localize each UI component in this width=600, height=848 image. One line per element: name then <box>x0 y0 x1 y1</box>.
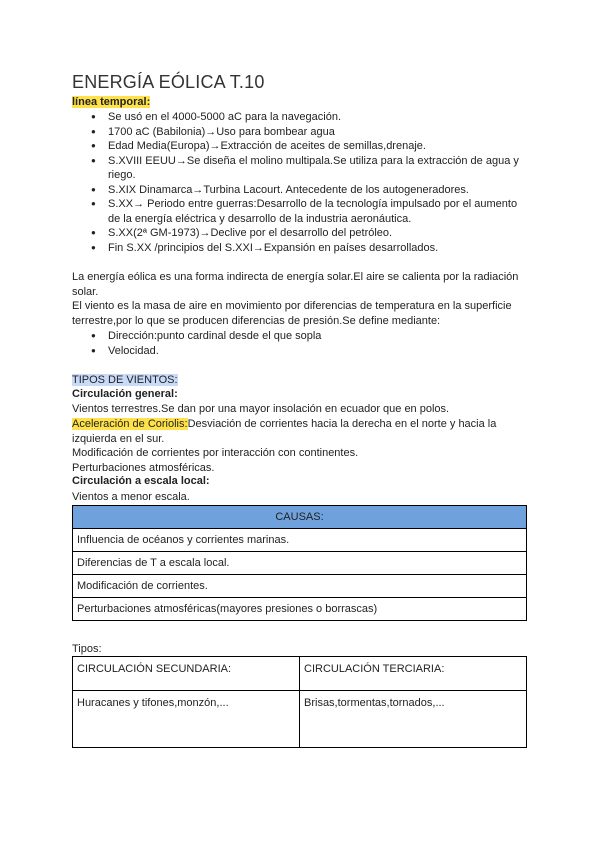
intro-paragraph-1: La energía eólica es una forma indirecta de energía solar.El aire se calienta por la radiación solar. <box>72 271 519 298</box>
list-item: ● Fin S.XX /principios del S.XXI→Expansión en países desarrollados. <box>72 241 528 256</box>
list-item: ● 1700 aC (Babilonia)→Uso para bombear agua <box>72 125 528 140</box>
timeline-heading: línea temporal: <box>72 96 151 108</box>
table-row <box>73 598 527 621</box>
local-circulation-line: Vientos a menor escala. <box>72 491 190 503</box>
table-cell: Influencia de océanos y corrientes marinas. <box>73 529 527 552</box>
list-item: ● S.XX(2ª GM-1973)→Declive por el desarrollo del petróleo. <box>72 226 528 241</box>
list-item: ● S.XX→ Periodo entre guerras:Desarrollo de la tecnología impulsado por el aumento de la energía eléctrica y desarrollo de la industria aeronáutica. <box>72 197 528 226</box>
general-circulation-line: Vientos terrestres.Se dan por una mayor insolación en ecuador que en polos. <box>72 403 450 415</box>
secondary-circulation-header: CIRCULACIÓN SECUNDARIA: <box>73 657 300 691</box>
general-circulation-heading: Circulación general: <box>72 388 178 400</box>
list-item: ● Velocidad. <box>72 344 528 359</box>
list-item: ● Se usó en el 4000-5000 aC para la navegación. <box>72 110 528 125</box>
list-item: ● S.XVIII EEUU→Se diseña el molino multipala.Se utiliza para la extracción de agua y riego. <box>72 154 528 183</box>
table-cell: Perturbaciones atmosféricas(mayores presiones o borrascas) <box>73 598 527 621</box>
page-title: ENERGÍA EÓLICA T.10 <box>72 72 265 92</box>
table-row <box>73 575 527 598</box>
continent-modification-line: Modificación de corrientes por interacción con continentes. <box>72 447 359 459</box>
types-table <box>72 656 527 748</box>
causes-table <box>72 505 527 621</box>
causes-header: CAUSAS: <box>73 506 527 529</box>
perturbations-line: Perturbaciones atmosféricas. <box>72 462 215 474</box>
coriolis-label: Aceleración de Coriolis: <box>72 418 188 430</box>
list-item: ● Dirección:punto cardinal desde el que sopla <box>72 329 528 344</box>
coriolis-paragraph: Aceleración de Coriolis:Desviación de corrientes hacia la derecha en el norte y hacia la izquierda en el sur. <box>72 418 497 445</box>
wind-types-heading: TIPOS DE VIENTOS: <box>72 374 178 386</box>
list-item: ● Edad Media(Europa)→Extracción de aceites de semillas,drenaje. <box>72 139 528 154</box>
table-row <box>73 691 527 748</box>
list-item: ● S.XIX Dinamarca→Turbina Lacourt. Antecedente de los autogeneradores. <box>72 183 528 198</box>
tertiary-circulation-value: Brisas,tormentas,tornados,... <box>300 691 527 748</box>
table-cell: Modificación de corrientes. <box>73 575 527 598</box>
table-cell: Diferencias de T a escala local. <box>73 552 527 575</box>
table-row <box>73 552 527 575</box>
wind-definition-list <box>72 329 528 358</box>
local-circulation-heading: Circulación a escala local: <box>72 475 210 487</box>
secondary-circulation-value: Huracanes y tifones,monzón,... <box>73 691 300 748</box>
timeline-list <box>72 110 528 255</box>
tertiary-circulation-header: CIRCULACIÓN TERCIARIA: <box>300 657 527 691</box>
table-row <box>73 657 527 691</box>
table-row <box>73 529 527 552</box>
types-label: Tipos: <box>72 643 102 655</box>
intro-paragraph-2: El viento es la masa de aire en movimiento por diferencias de temperatura en la superficie terrestre,por lo que se producen diferencias de presión.Se define mediante: <box>72 300 512 327</box>
